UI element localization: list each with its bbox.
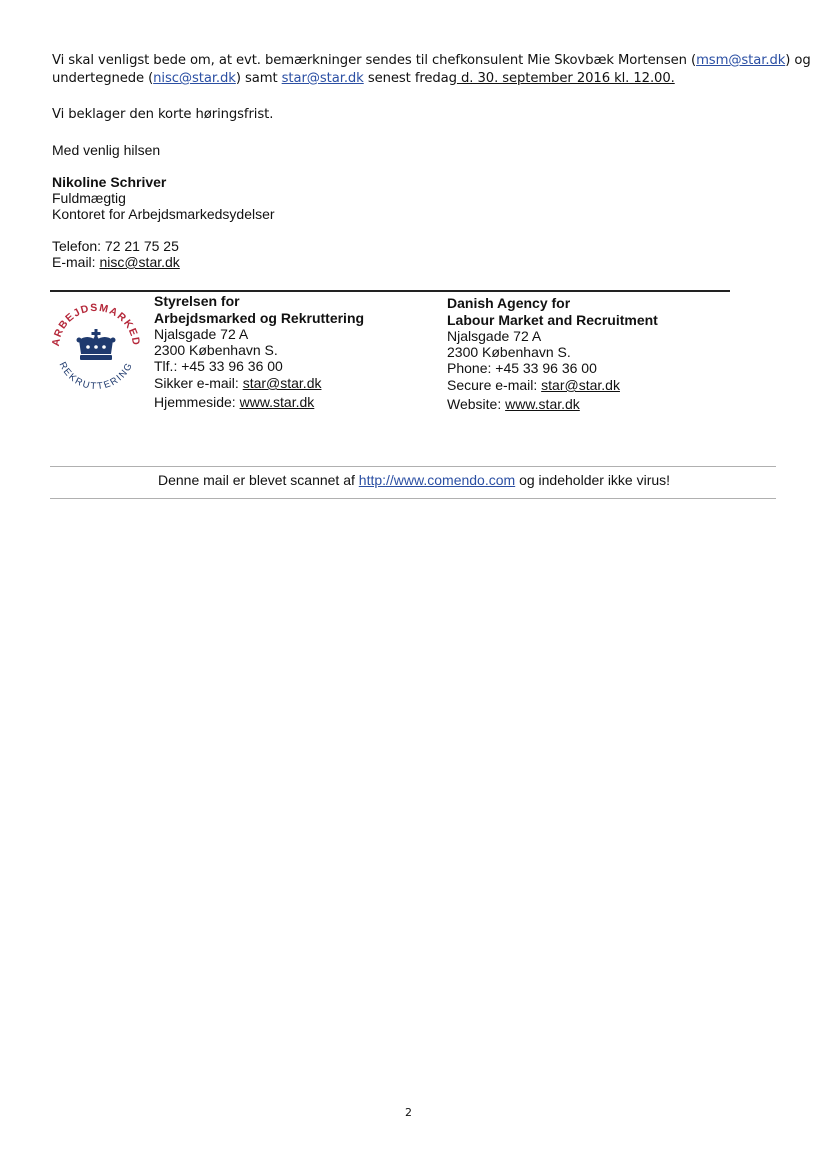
body-line-2 [52, 71, 675, 86]
logo-arc-top-text: ARBEJDSMARKED [49, 301, 143, 348]
scan-notice-bottom-rule [50, 498, 776, 499]
email-link-nisc[interactable]: nisc@star.dk [153, 71, 236, 86]
agency-en-web-link[interactable]: www.star.dk [505, 396, 580, 412]
agency-en-email-line [447, 377, 620, 393]
apology-text: Vi beklager den korte høringsfrist. [52, 107, 274, 122]
crown-logo-icon [47, 296, 145, 394]
scan-notice-text-b: og indeholder ikke virus! [515, 472, 671, 488]
agency-da-name-2: Arbejdsmarked og Rekruttering [154, 310, 365, 326]
signer-email-link[interactable]: nisc@star.dk [99, 254, 180, 270]
agency-da-web-line [154, 394, 314, 410]
body-line-2-text-a: undertegnede ( [52, 71, 154, 86]
agency-da-name-1: Styrelsen for [154, 293, 240, 309]
agency-da-phone: Tlf.: +45 33 96 36 00 [154, 358, 283, 374]
body-line-2-text-c: senest fredag [363, 71, 457, 86]
body-line-1 [52, 53, 811, 68]
signer-title: Fuldmægtig [52, 190, 126, 206]
agency-da-email-link[interactable]: star@star.dk [242, 375, 322, 391]
scan-notice [158, 472, 670, 488]
scan-notice-text-a: Denne mail er blevet scannet af [158, 472, 359, 488]
agency-da-web-link[interactable]: www.star.dk [239, 394, 315, 410]
agency-en-city: 2300 København S. [447, 344, 571, 360]
agency-en-web-label: Website: [447, 396, 506, 412]
agency-en-name-2: Labour Market and Recruitment [447, 312, 658, 328]
deadline-text: d. 30. september 2016 kl. 12.00. [456, 71, 675, 86]
body-line-2-text-b: ) samt [235, 71, 282, 86]
body-line-1-text-b: ) og [785, 53, 811, 68]
signature-divider [50, 290, 730, 292]
agency-da-city: 2300 København S. [154, 342, 278, 358]
signer-email-label: E-mail: [52, 254, 100, 270]
agency-en-street: Njalsgade 72 A [447, 328, 542, 344]
email-link-msm[interactable]: msm@star.dk [696, 53, 786, 68]
signer-phone: Telefon: 72 21 75 25 [52, 238, 179, 254]
page-number: 2 [405, 1106, 412, 1119]
signer-name: Nikoline Schriver [52, 174, 167, 190]
agency-logo [47, 296, 145, 394]
agency-en-email-label: Secure e-mail: [447, 377, 542, 393]
closing-text: Med venlig hilsen [52, 142, 161, 158]
email-link-star[interactable]: star@star.dk [281, 71, 364, 86]
crown-icon [77, 329, 116, 360]
signer-email-line [52, 254, 180, 270]
agency-da-email-label: Sikker e-mail: [154, 375, 243, 391]
agency-en-name-1: Danish Agency for [447, 295, 571, 311]
scan-notice-link[interactable]: http://www.comendo.com [358, 472, 516, 488]
agency-en-phone: Phone: +45 33 96 36 00 [447, 360, 597, 376]
agency-da-email-line [154, 375, 321, 391]
agency-en-email-link[interactable]: star@star.dk [541, 377, 620, 393]
agency-en-web-line [447, 396, 580, 412]
scan-notice-top-rule [50, 466, 776, 467]
logo-arc-bottom-text: REKRUTTERING [56, 360, 136, 393]
agency-da-web-label: Hjemmeside: [154, 394, 240, 410]
signer-office: Kontoret for Arbejdsmarkedsydelser [52, 206, 275, 222]
agency-da-street: Njalsgade 72 A [154, 326, 249, 342]
body-line-1-text-a: Vi skal venligst bede om, at evt. bemærkninger sendes til chefkonsulent Mie Skovbæk Mortensen ( [52, 53, 697, 68]
